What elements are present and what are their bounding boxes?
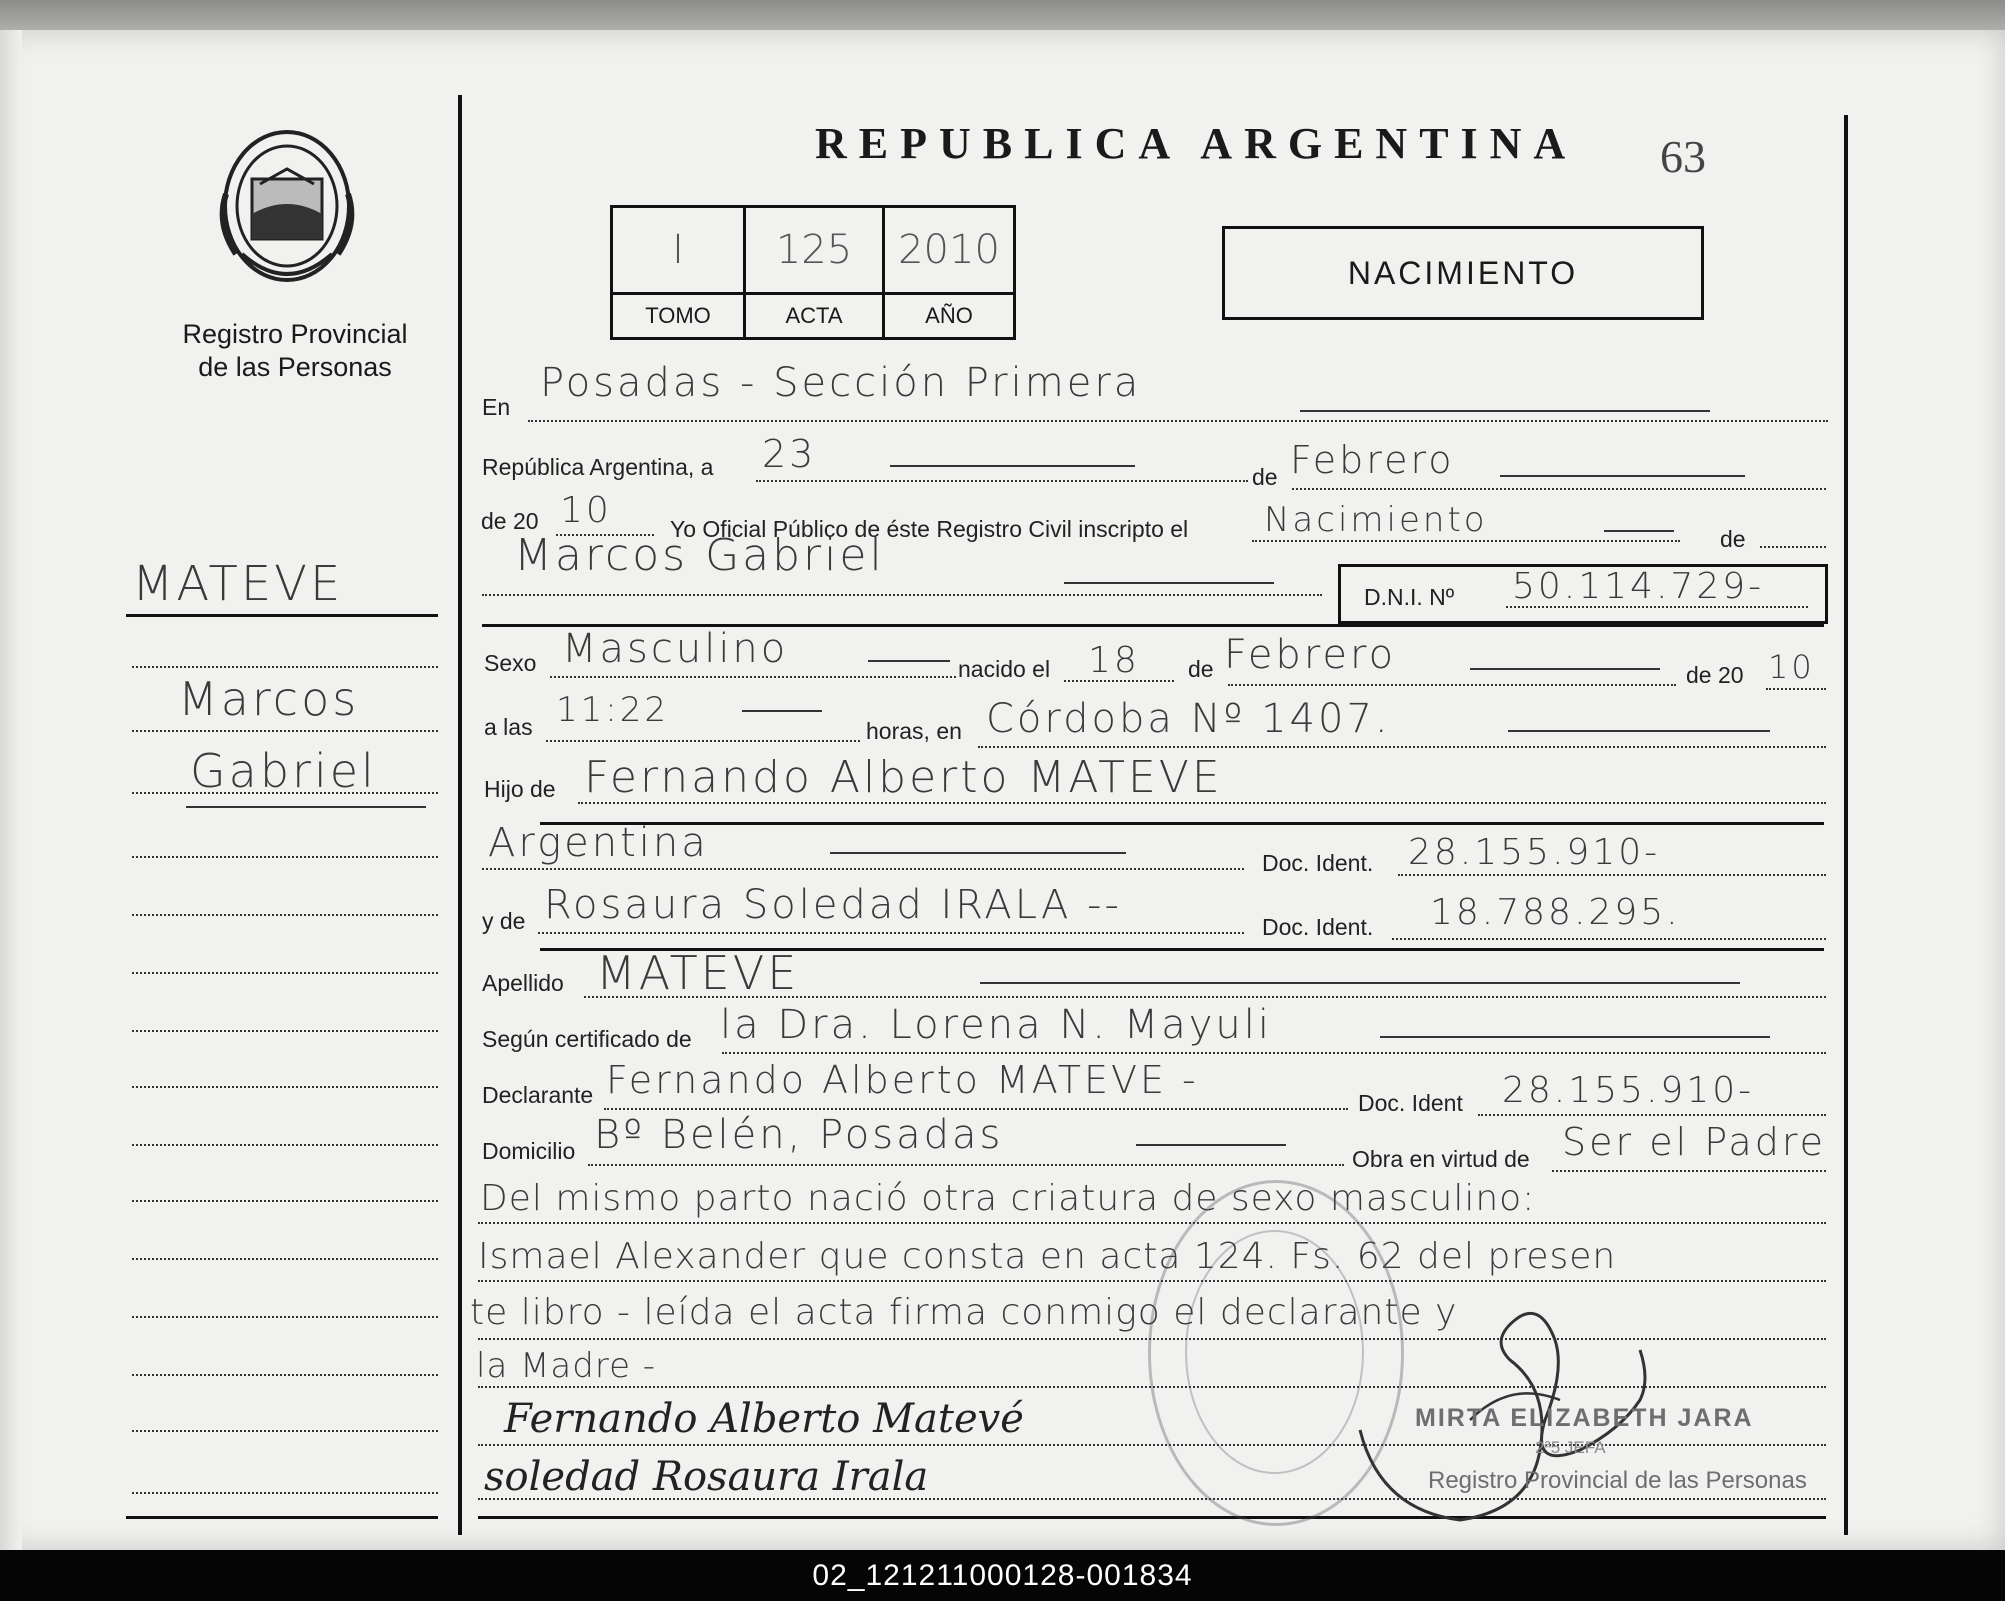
nota-linea-2: Ismael Alexander que consta en acta 124. Fs. 62 del presen [478,1236,1617,1277]
nota-linea-1: Del mismo parto nació otra criatura de sexo masculino: [480,1178,1536,1219]
en-handline [1300,410,1710,412]
de2010-label: de 20 [1686,662,1744,688]
hora-handline [742,710,822,712]
margin-underline [186,806,426,808]
margin-dot-line [132,1492,438,1494]
de-label: de [1252,464,1278,490]
nacido-anio: 10 [1768,648,1815,686]
margin-dot-line [132,914,438,916]
registry-line-1: Registro Provincial [182,319,408,349]
nacido-mes-handline [1470,668,1660,670]
domicilio-label: Domicilio [482,1138,576,1164]
madre-doc-dots [1392,938,1826,940]
stamp-role-short: 2ª5 JEFA [1535,1438,1606,1457]
left-column-divider [458,95,462,1535]
hora-dots [546,740,860,742]
declarante-doc: 28.155.910- [1502,1070,1755,1111]
anio-label: AÑO [884,294,1015,339]
sexo-handline [868,660,950,662]
mes-value: Febrero [1290,438,1455,482]
firma-madre: soledad Rosaura Irala [484,1454,929,1500]
margin-dot-line [132,792,438,794]
madre-value: Rosaura Soledad IRALA -- [544,882,1122,928]
segun-label: Según certificado de [482,1026,692,1052]
anio-value: 2010 [884,207,1015,294]
margin-dot-line [132,666,438,668]
madre-dots [538,932,1244,934]
obra-value: Ser el Padre [1562,1120,1826,1164]
margin-rule [126,614,438,617]
stamp-name: MIRTA ELIZABETH JARA [1415,1404,1754,1432]
padre-doc: 28.155.910- [1408,832,1661,873]
declarante-doc-label: Doc. Ident [1358,1090,1463,1116]
margin-dot-line [132,1144,438,1146]
official-seal-inner [1185,1230,1364,1474]
dni-label: D.N.I. Nº [1364,584,1455,610]
dia-handline [890,465,1135,467]
acta-value: 125 [745,207,884,294]
nacionalidad-dots [482,868,1244,870]
page-number: 63 [1660,131,1706,182]
nacido-dia: 18 [1088,640,1140,681]
sexo-value: Masculino [562,626,789,672]
stamp-role: Registro Provincial de las Personas [1428,1467,1807,1494]
record-id-table [610,205,1016,340]
sexo-dots [550,676,956,678]
nota-dots-1 [478,1222,1826,1224]
obra-label: Obra en virtud de [1352,1146,1530,1172]
certificado-dots [722,1052,1826,1054]
margin-dot-line [132,1374,438,1376]
margin-dot-line [132,1200,438,1202]
margin-bottom-rule [126,1516,438,1519]
en-value: Posadas - Sección Primera [540,360,1142,406]
lugar-handline [1508,730,1770,732]
de20-label: de 20 [481,508,539,534]
hijo-label: Hijo de [484,776,556,802]
republica-label: República Argentina, a [482,454,714,480]
obra-dots [1552,1170,1826,1172]
margin-given-2: Gabriel [190,744,377,798]
tomo-value: I [612,207,745,294]
apellido-handline [980,982,1740,984]
domicilio-dots [588,1164,1344,1166]
lugar-value: Córdoba Nº 1407. [986,696,1391,742]
de-label-2: de [1720,526,1746,552]
nota-linea-4: la Madre - [476,1346,657,1386]
de-label-3: de [1188,656,1214,682]
registry-line-2: de las Personas [198,352,392,382]
margin-dot-line [132,1258,438,1260]
en-label: En [482,394,511,420]
de-dots [1760,546,1826,548]
anio-inscripcion: 10 [560,490,612,531]
doc-label-madre: Doc. Ident. [1262,914,1374,940]
margin-dot-line [132,1430,438,1432]
right-border [1844,115,1848,1535]
tomo-label: TOMO [612,294,745,339]
inscripto-dots [1252,540,1680,542]
declarante-doc-dots [1478,1114,1826,1116]
padre-value: Fernando Alberto MATEVE [584,752,1223,803]
nacido-anio-dots [1766,688,1826,690]
act-type-box: NACIMIENTO [1222,226,1704,320]
margin-dot-line [132,1030,438,1032]
padre-doc-dots [1398,874,1826,876]
certificado-handline [1380,1036,1770,1038]
dni-value: 50.114.729- [1512,566,1765,607]
sexo-label: Sexo [484,650,537,676]
domicilio-handline [1136,1144,1286,1146]
page-title: REPUBLICA ARGENTINA [815,119,1578,168]
nota-linea-3: te libro - leída el acta firma conmigo el declarante y [470,1292,1458,1333]
hora-value: 11:22 [556,690,669,730]
certificado-value: la Dra. Lorena N. Mayuli [720,1002,1272,1048]
margin-dot-line [132,972,438,974]
declarante-label: Declarante [482,1082,594,1108]
margin-dot-line [132,856,438,858]
republica-dots-1 [756,480,1248,482]
image-id-bar: 02_121211000128-001834 [0,1550,2005,1601]
margin-dot-line [132,1316,438,1318]
apellido-label: Apellido [482,970,564,996]
inscripto-handline [1604,530,1674,532]
nombre-dots [482,594,1322,596]
yde-label: y de [482,908,526,934]
lugar-dots [978,746,1826,748]
alas-label: a las [484,714,533,740]
nacido-mes: Febrero [1224,632,1397,678]
nacido-mes-dots [1228,684,1676,686]
acta-label: ACTA [745,294,884,339]
en-dots [528,420,1828,422]
padre-rule [540,822,1824,825]
madre-doc: 18.788.295. [1430,892,1681,933]
margin-dot-line [132,730,438,732]
horas-label: horas, en [866,718,962,744]
nacido-label: nacido el [958,656,1051,682]
republica-dots-2 [1292,488,1826,490]
margin-surname: MATEVE [132,556,344,612]
nombre-handline [1064,582,1274,584]
firma-padre: Fernando Alberto Matevé [504,1396,1024,1442]
nacionalidad-handline [830,852,1126,854]
padre-nacionalidad: Argentina [488,820,709,866]
declarante-value: Fernando Alberto MATEVE - [606,1058,1199,1102]
margin-dot-line [132,1086,438,1088]
mes-handline [1500,475,1745,477]
nombre-value: Marcos Gabriel [514,530,885,581]
oficial-label: Yo Oficial Público de éste Registro Civil inscripto el [670,516,1189,542]
declarante-dots [604,1108,1348,1110]
margin-given-1: Marcos [178,672,360,726]
domicilio-value: Bº Belén, Posadas [594,1112,1004,1158]
page-edge [0,30,22,1550]
registry-name [160,318,430,384]
misiones-emblem-icon [212,124,362,294]
dia-value: 23 [762,432,817,476]
doc-label-padre: Doc. Ident. [1262,850,1374,876]
apellido-value: MATEVE [596,946,800,1000]
inscripto-value: Nacimiento [1264,500,1488,540]
